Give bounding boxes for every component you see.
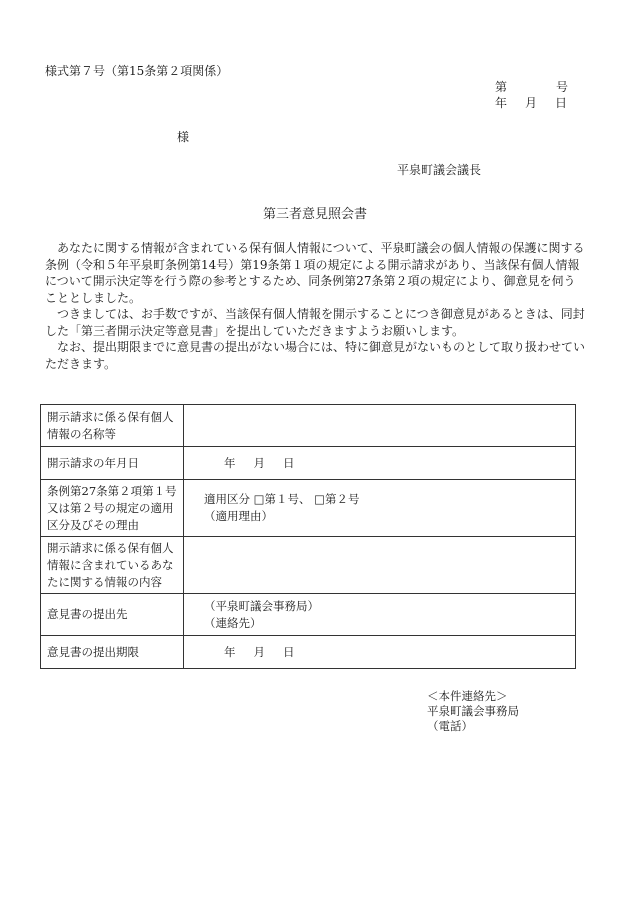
deadline-year: 年 [224, 644, 236, 659]
body-text [45, 240, 585, 372]
deadline-day: 日 [283, 644, 295, 659]
category-checkboxes: 適用区分 □第１号、 □第２号 [204, 492, 360, 506]
document-title: 第三者意見照会書 [262, 207, 367, 222]
request-date-day: 日 [283, 455, 295, 470]
table-row [41, 480, 576, 537]
number-prefix: 第 [495, 80, 508, 94]
body-paragraph-2: つきましては、お手数ですが、当該保有個人情報を開示することにつき御意見があるときは、同封した「第三者開示決定等意見書」を提出していただきますようお願いします。 [45, 307, 585, 338]
date-month: 月 [525, 96, 538, 110]
destination-contact: （連絡先） [204, 615, 262, 630]
contact-office: 平泉町議会事務局 [427, 704, 519, 718]
requested-info-name-label: 開示請求に係る保有個人情報の名称等 [41, 405, 184, 447]
table-row [41, 405, 576, 447]
sender-name: 平泉町議会議長 [397, 163, 482, 177]
submission-deadline-label: 意見書の提出期限 [41, 636, 184, 669]
body-paragraph-1: あなたに関する情報が含まれている保有個人情報について、平泉町議会の個人情報の保護に関する条例（令和５年平泉町条例第14号）第19条第１項の規定による開示請求があり、当該保有個人情報について開示決定等を行う際の参考とするため、同条例第27条第２項の規定により、御意見を伺うこととしました。 [45, 241, 585, 305]
related-info-content-label: 開示請求に係る保有個人情報に含まれているあなたに関する情報の内容 [41, 537, 184, 594]
addressee-honorific: 様 [177, 130, 190, 144]
body-paragraph-3: なお、提出期限までに意見書の提出がない場合には、特に御意見がないものとして取り扱わせていただきます。 [45, 340, 586, 371]
deadline-month: 月 [253, 644, 265, 659]
inquiry-details-table [40, 404, 576, 669]
issue-date-line [495, 96, 567, 111]
submission-destination-label: 意見書の提出先 [41, 594, 184, 636]
applicable-category-value [184, 480, 576, 537]
destination-office: （平泉町議会事務局） [204, 598, 319, 613]
requested-info-name-value [184, 405, 576, 447]
submission-destination-value [184, 594, 576, 636]
document-number-line [495, 80, 568, 95]
table-row [41, 447, 576, 480]
request-date-label: 開示請求の年月日 [41, 447, 184, 480]
contact-heading: ＜本件連絡先＞ [427, 689, 508, 703]
form-number-label: 様式第７号（第15条第２項関係） [45, 64, 229, 78]
table-row [41, 594, 576, 636]
date-day: 日 [555, 96, 568, 110]
contact-block [427, 689, 519, 734]
submission-deadline-value [184, 636, 576, 669]
contact-phone: （電話） [427, 719, 473, 733]
table-row [41, 636, 576, 669]
request-date-month: 月 [253, 455, 265, 470]
number-suffix: 号 [556, 80, 569, 94]
applicable-category-label: 条例第27条第２項第１号又は第２号の規定の適用区分及びその理由 [41, 480, 184, 537]
request-date-year: 年 [224, 455, 236, 470]
table-row [41, 537, 576, 594]
date-year: 年 [495, 96, 508, 110]
related-info-content-value [184, 537, 576, 594]
category-reason: （適用理由） [204, 509, 273, 523]
request-date-value [184, 447, 576, 480]
